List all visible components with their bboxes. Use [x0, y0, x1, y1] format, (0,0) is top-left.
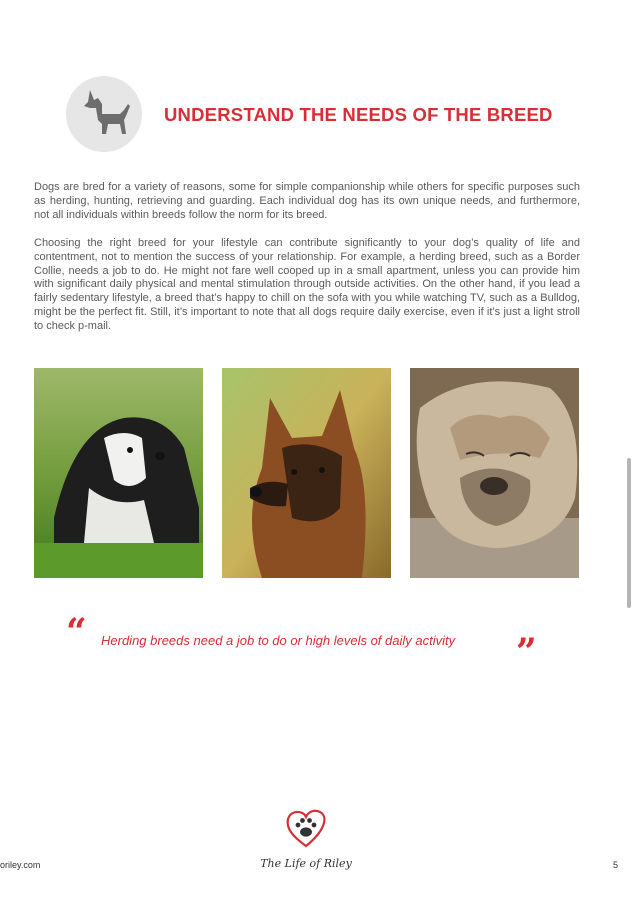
footer-brand: The Life of Riley — [260, 857, 352, 870]
german-shepherd-photo — [222, 368, 391, 578]
footer-url[interactable]: oriley.com — [0, 860, 41, 870]
scrollbar-thumb[interactable] — [627, 458, 631, 608]
page-title: UNDERSTAND THE NEEDS OF THE BREED — [164, 104, 553, 125]
body-paragraph-1: Dogs are bred for a variety of reasons, some for simple companionship while others for specific purposes such as herding, hunting, retrieving and guarding. Each individual dog has its own unique needs, and furthermore, not all individuals within breeds follow the norm for its breed. — [34, 181, 580, 221]
page-number: 5 — [613, 860, 619, 870]
pull-quote: Herding breeds need a job to do or high levels of daily activity — [101, 633, 456, 648]
border-collie-photo — [34, 368, 203, 578]
heart-paw-logo-icon — [282, 804, 330, 852]
open-quote-icon: “ — [66, 611, 87, 653]
header-icon-circle — [66, 76, 142, 152]
dog-icon — [76, 84, 132, 142]
bulldog-photo — [410, 368, 579, 578]
close-quote-icon: ” — [516, 631, 537, 673]
body-paragraph-2: Choosing the right breed for your lifestyle can contribute significantly to your dog’s quality of life and contentment, not to mention the success of your relationship. For example, a herding breed, such as a Border Collie, needs a job to do. He might not fare well cooped up in a small apartment, unless you can provide him with significant daily physical and mental stimulation through outside activities. On the other hand, if you lead a fairly sedentary lifestyle, a breed that’s happy to chill on the sofa with you while watching TV, such as a Bulldog, might be the perfect fit. Still, it’s important to note that all dogs require daily exercise, even if it’s just a light stroll to check p-mail. — [34, 237, 580, 332]
